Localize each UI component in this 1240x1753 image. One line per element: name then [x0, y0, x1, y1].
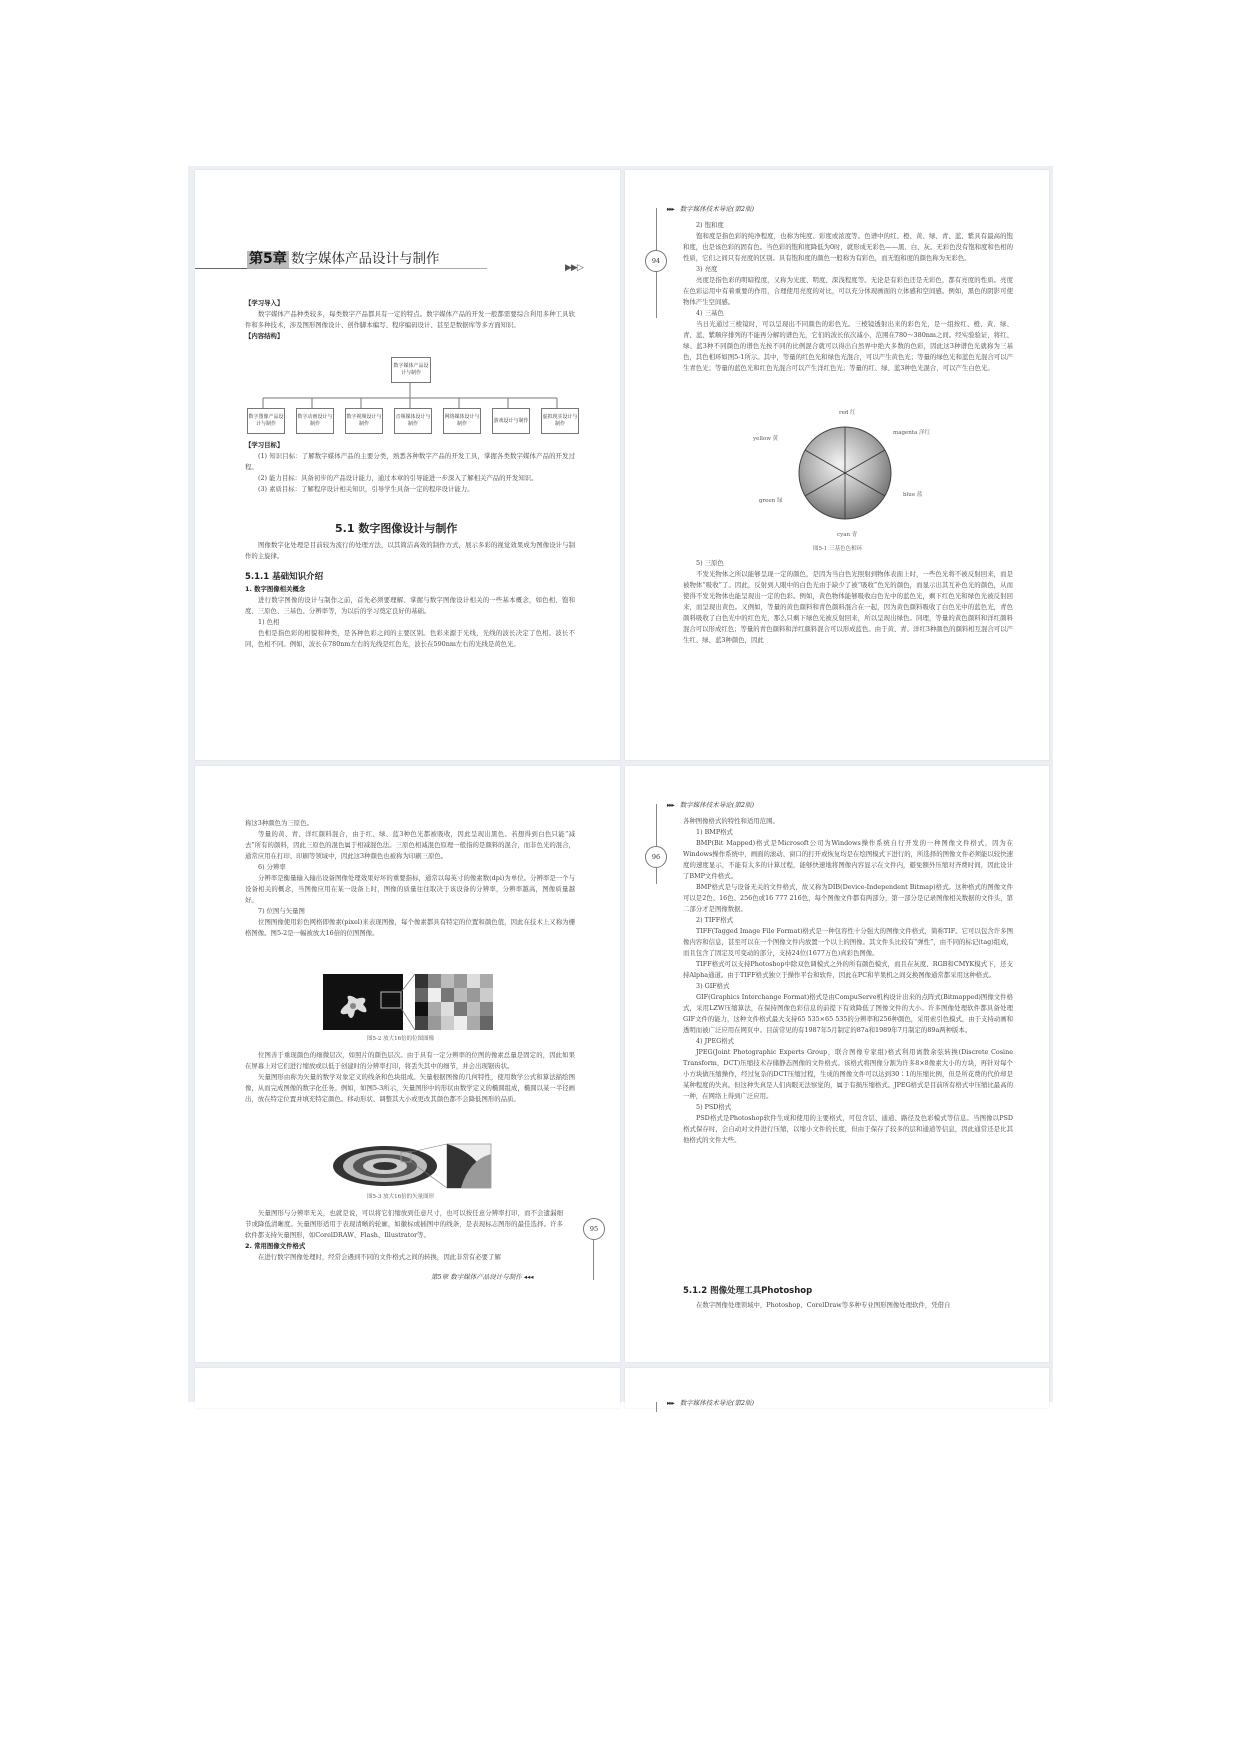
- page-93: [195, 170, 620, 760]
- running-head: ▸▸▸ 数字媒体技术导论(第2版): [667, 801, 755, 809]
- diagram-node: 数字动画设计与制作: [296, 408, 334, 434]
- formats-block: [683, 816, 1013, 1146]
- intro-text: 数字媒体产品种类较多，每类数字产品都具有一定的特点。数字媒体产品的开发一般都需要综合利用多种工具软件和多种技术，涉及图形图像设计、创作脚本编写、程序编码设计、甚至是数据库等多方面知识。: [245, 310, 575, 329]
- bmp-heading: 1) BMP格式: [696, 828, 733, 836]
- subsection-title: 5.1.1 基础知识介绍: [245, 572, 324, 582]
- running-head: ▸▸▸ 数字媒体技术导论(第2版): [667, 205, 755, 213]
- section-title: 5.1 数字图像设计与制作: [335, 522, 458, 535]
- goal-item: (2) 能力目标：具备初步的产品设计能力，通过本章的引导能进一步深入了解相关产品的开发知识。: [258, 474, 538, 482]
- concept-heading: 1. 数字图像相关概念: [245, 585, 306, 593]
- section-text: 图像数字化处理是目前较为流行的处理方法，以其简洁高效的制作方式，展示多彩的视觉效果成为图像设计与制作的主旋律。: [245, 541, 575, 560]
- diagram-node: 网络媒体设计与制作: [443, 408, 481, 434]
- chapter-number: 第5章: [249, 251, 287, 267]
- structure-heading: 【内容结构】: [245, 332, 284, 340]
- primary-text: 当日光通过三棱镜时，可以呈现出不同颜色的彩色光。三棱镜透射出来的彩色光，是一组按红、橙、黄、绿、青、蓝、紫顺序排列的不能再分解的谱色光，它们的波长依次减小，范围在780～380nm之间。经实验验证，将红、绿、蓝3种不同颜色的谱色光按不同的比例混合就可以得出自然界中绝大多数的色彩，因此这3种谱色光就称为三基色，其色相环如图5-1所示。其中，等量的红色光和绿色光混合，可以产生黄色光；等量的绿色光和蓝色光混合可以产生青色光；等量的蓝色光和红色光混合可以产生洋红色光；等量的红、绿、蓝3种色光混合，可以产生白色光。: [683, 320, 1013, 372]
- jpeg-text: JPEG(Joint Photographic Experts Group，联合图像专家组)格式利用离散余弦转换(Discrete Cosine Transform，DCT)压缩技术存储静态图像的文件格式。该格式将图像分割为许多8×8像素大小的方块，再针对每个小方块做压缩操作，经过复杂的DCT压缩过程，生成的图像文件可以达到30∶1的压缩比例，但是所花费的代价却是某种程度的失真。但这种失真是人们肉眼无法察觉的，属于有损压缩格式。JPEG格式是目前所有格式中压缩比最高的一种，在网络上得到广泛应用。: [683, 1048, 1013, 1100]
- page-number: 96: [645, 846, 667, 868]
- diagram-root: 数字媒体产品设计与制作: [391, 357, 431, 383]
- jpeg-heading: 4) JPEG格式: [696, 1037, 735, 1045]
- page-number: 94: [645, 250, 667, 272]
- goal-item: (3) 素质目标：了解程序设计相关知识，引导学生具备一定的程序设计能力。: [258, 485, 474, 493]
- goal-item: (1) 知识目标：了解数字媒体产品的主要分类，熟悉各种数字产品的开发工具，掌握各类数字媒体产品的开发过程。: [245, 452, 575, 471]
- intro-block: [245, 298, 575, 342]
- diagram-node: 游戏设计与制作: [492, 408, 530, 434]
- hue-heading: 1) 色相: [258, 618, 280, 626]
- p3-block-b: [245, 1050, 575, 1105]
- intro-heading: 【学习导入】: [245, 299, 284, 307]
- diagram-node: 数字图像产品设计与制作: [247, 408, 285, 434]
- page-95: [195, 766, 620, 1362]
- bitmap-text: 位图图像使用彩色网格即像素(pixel)来表现图像，每个像素都具有特定的位置和颜色值，因此在技术上又称为栅格图像。图5-2是一幅被放大16倍的位图图像。: [245, 918, 575, 937]
- bitmap-heading: 7) 位图与矢量图: [258, 907, 305, 915]
- p3-block-a: [245, 818, 575, 939]
- bitmap-text2: 位图善于重现颜色的细微层次，如照片的颜色层次。由于具有一定分辨率的位图的像素总量是固定的，因此如果在屏幕上对它们进行缩放或以低于创建时的分辨率打印，将丢失其中的细节，并会出现锯齿状。: [245, 1051, 575, 1070]
- tiff-heading: 2) TIFF格式: [696, 916, 734, 924]
- sub-text: 不发光物体之所以能够呈现一定的颜色，是因为当白色光照射到物体表面上时，一些色光将不被反射回来，而是被物体“吸收”了。因此，反射到人眼中的白色光由于缺少了被“吸收”色光的颜色，而显示出其互补色光的颜色，从而使得不发光物体也能呈现出一定的色彩。例如，黄色物体能够吸收白色光中的蓝色光，剩下红色光和绿色光被反射回来，而呈现出黄色。又例如，等量的黄色颜料和青色颜料混合在一起，因为黄色颜料吸收了白色光中的蓝色光，青色颜料吸收了白色光中的红色光，那么只剩下绿色光被反射回来，所以呈现出绿色。同理，等量的黄色颜料和洋红颜料混合可以形成红色；等量的青色颜料和洋红颜料混合可以形成蓝色。由于黄、青、洋红3种颜色的颜料相互混合可以产生红、绿、蓝3种颜色，因此: [683, 570, 1013, 644]
- wheel-label-magenta: magenta 洋红: [893, 430, 931, 436]
- res-heading: 6) 分辨率: [258, 863, 286, 871]
- psd-heading: 5) PSD格式: [696, 1103, 732, 1111]
- concept-text: 进行数字图像的设计与制作之前，首先必须要理解、掌握与数字图像设计相关的一些基本概念，如色相、饱和度、三原色、三基色、分辨率等，为以后的学习奠定良好的基础。: [245, 596, 575, 615]
- running-head: ▸▸▸ 数字媒体技术导论(第2版): [667, 1399, 755, 1407]
- formats-text: 在进行数字图像处理时，经常会遇到不同的文件格式之间的转换，因此非常有必要了解: [258, 1253, 501, 1261]
- wheel-label-green: green 绿: [759, 498, 783, 504]
- section-text: 在数字图像处理领域中，Photoshop、CorelDraw等多种专业图形图像处理软件，凭借自: [696, 1301, 951, 1309]
- p4-block-end: [683, 1300, 1013, 1311]
- fig2-caption: 图5-2 放大16倍的位图图像: [367, 1036, 435, 1042]
- sat-heading: 2) 饱和度: [696, 221, 724, 229]
- psd-text: PSD格式是Photoshop软件生成和使用的主要格式，可包含层、通道、路径及色彩模式等信息。当图像以PSD格式保存时，会自动对文件进行压缩，以缩小文件的长度，但由于保存了较多的层和通道等信息，因此通常还是比其他格式的文件大些。: [683, 1114, 1013, 1144]
- sub-heading: 5) 三原色: [696, 559, 724, 567]
- hue-text: 色相是指色彩的相貌和种类，是各种色彩之间的主要区别。色彩来源于光线，光线的波长决定了色相。波长不同，色相不同。例如，波长在780nm左右的光线是红色光，波长在590nm左右的光线是黄色光。: [245, 629, 575, 648]
- concept-block: [245, 584, 575, 650]
- page-96: [625, 766, 1049, 1362]
- section-title: 5.1.2 图像处理工具Photoshop: [683, 1286, 813, 1296]
- gif-heading: 3) GIF格式: [696, 982, 730, 990]
- diagram-node: 虚拟现实设计与制作: [541, 408, 579, 434]
- section-intro: [245, 540, 575, 562]
- p3-block-c: [245, 1208, 563, 1263]
- p3-text1: 称这3种颜色为三原色。: [245, 819, 313, 827]
- chapter-title: 数字媒体产品设计与制作: [291, 251, 440, 267]
- goals-block: [245, 440, 575, 495]
- goals-heading: 【学习目标】: [245, 441, 284, 449]
- vector-text2: 矢量图形与分辨率无关，也就是说，可以将它们缩放到任意尺寸，也可以按任意分辨率打印，而不会遗漏细节或降低清晰度。矢量图形适用于表现清晰的轮廓，如徽标或插图中的线条，是表现标志图形的最佳选择。许多软件都支持矢量图形，如CorelDRAW、Flash、Illustrator等。: [245, 1209, 563, 1239]
- page-number: 95: [583, 1218, 605, 1240]
- fig3-caption: 图5-3 放大16倍的矢量图形: [367, 1194, 435, 1200]
- wheel-label-yellow: yellow 黄: [753, 436, 779, 442]
- wheel-label-blue: blue 蓝: [903, 492, 923, 498]
- subtractive-block: [683, 558, 1013, 646]
- page-94: [625, 170, 1049, 760]
- chapter-arrow-icon: ▶▶▷: [565, 263, 583, 273]
- diagram-node: 音频媒体设计与制作: [394, 408, 432, 434]
- page-98: [625, 1368, 1049, 1408]
- page-97: [195, 1368, 620, 1408]
- diagram-node: 数字视频设计与制作: [345, 408, 383, 434]
- gif-text: GIF(Graphics Interchange Format)格式是由CompuServe机构设计出来的点阵式(Bitmapped)图像文件格式，采用LZW压缩算法，在保持图像色彩信息的前提下有效降低了图像文件的大小。许多图像处理软件都具备处理GIF文件的能力，这种文件格式最大支持65 535×65 535的分辨率和256种颜色，采用索引色模式，由于支持动画和透明而被广泛应用在网页中。目前常见的有1987年5月制定的87a和1989年7月制定的89a两种版本。: [683, 993, 1013, 1034]
- document-viewer[interactable]: [188, 166, 1053, 1407]
- chapter-heading: [195, 250, 485, 270]
- res-text: 分辨率是衡量输入输出设备图像处理效果好坏的重要指标，通常以每英寸的像素数(dpi)为单位。分辨率是一个与设备相关的概念，当图像应用在某一设备上时，图像的质量往往取决于该设备的分辨率，分辨率越高，图像质量越好。: [245, 874, 575, 904]
- bmp-text2: BMP格式是与设备无关的文件格式，故又称为DIB(Device-Independent Bitmap)格式。这种格式的图像文件可以是2色、16色、256色或16 777 216色，每个图像文件都有两部分，第一部分是记录图像相关数据的文件头，第二部分才是图像数据。: [683, 883, 1013, 913]
- tiff-text: TIFF(Tagged Image File Format)格式是一种包容性十分强大的图像文件格式，简称TIF。它可以包含许多图像内容和信息，甚至可以在一个图像文件内放置一个以上的图像。其文件头比较有“弹性”，由不同的标记(tag)组成，而且包含了固定及可变动的部分，支持24位(1677万色)真彩色图像。: [683, 927, 1013, 957]
- p3-text2: 等量的黄、青、洋红颜料混合，由于红、绿、蓝3种色光都被吸收，因此呈现出黑色。若想得到白色只能“减去”所有的颜料，因此三原色的混色属于相减混色法。三原色相减混色原理一般指的是颜料的混合，而非色光的混合，通常应用在打印、印刷等领域中，因此这3种颜色也被称为印刷三原色。: [245, 830, 575, 860]
- bright-text: 亮度是指色彩的明暗程度，又称为光度、明度、深浅程度等。无论是有彩色还是无彩色，都有亮度的性质。亮度在色彩运用中有着重要的作用，合理使用亮度的对比，可以充分体现画面的立体感和空间感。例如，黑色的阴影可使物体产生空间感。: [683, 276, 1013, 306]
- bright-heading: 3) 亮度: [696, 265, 718, 273]
- vector-text: 矢量图形由称为矢量的数学对象定义的线条和色块组成。矢量根据图像的几何特性，使用数学公式和算法描绘图像，从而完成图像的数字化任务。例如，如图5-3所示，矢量图形中的形状由数学定义的椭圆组成，椭圆以某一半径画出，放在特定位置并填充特定颜色。移动形状、调整其大小或更改其颜色都不会降低图形的品质。: [245, 1073, 575, 1103]
- tiff-text2: TIFF格式可以支持Photoshop中除双色调模式之外的所有颜色模式，而且在灰度、RGB和CMYK模式下，还支持Alpha通道。由于TIFF格式独立于操作平台和软件，因此在PC和苹果机之间交换图像通常都采用这种格式。: [683, 960, 1013, 979]
- sat-text: 饱和度是指色彩的纯净程度，也称为纯度、彩度或浓度等。色谱中的红、橙、黄、绿、青、蓝、紫具有最高的饱和度，也是该色彩的固有色。当色彩的饱和度降低为0时，就形成无彩色——黑、白、灰。无彩色没有饱和度和色相的性质，它们之间只有亮度的区别。具有饱和度的颜色一般称为有彩色，而无饱和度的颜色称为无彩色。: [683, 232, 1013, 262]
- p4-text0: 各种图像格式的特性和适用范围。: [683, 817, 779, 825]
- figure-caption: 图5-1 三基色色相环: [813, 546, 863, 552]
- wheel-label-red: red 红: [839, 410, 856, 416]
- wheel-label-cyan: cyan 青: [837, 532, 858, 538]
- running-foot: 第5章 数字媒体产品设计与制作 ◂◂◂: [431, 1273, 534, 1281]
- color-props-block: [683, 220, 1013, 374]
- primary-heading: 4) 三基色: [696, 309, 724, 317]
- bmp-text: BMP(Bit Mapped)格式是Microsoft公司为Windows操作系统自行开发的一种图像文件格式，因为在Windows操作系统中，画面的滚动、窗口的打开或恢复均是在绘图模式下进行的，所选择的图像文件必须能以较快速度的速度显示，不能有太多的计算过程，能够快速地将图像内容显示在文件内，避免额外压缩对齐费时间，因此设计了BMP文件格式。: [683, 839, 1013, 880]
- formats-heading: 2. 常用图像文件格式: [245, 1242, 306, 1250]
